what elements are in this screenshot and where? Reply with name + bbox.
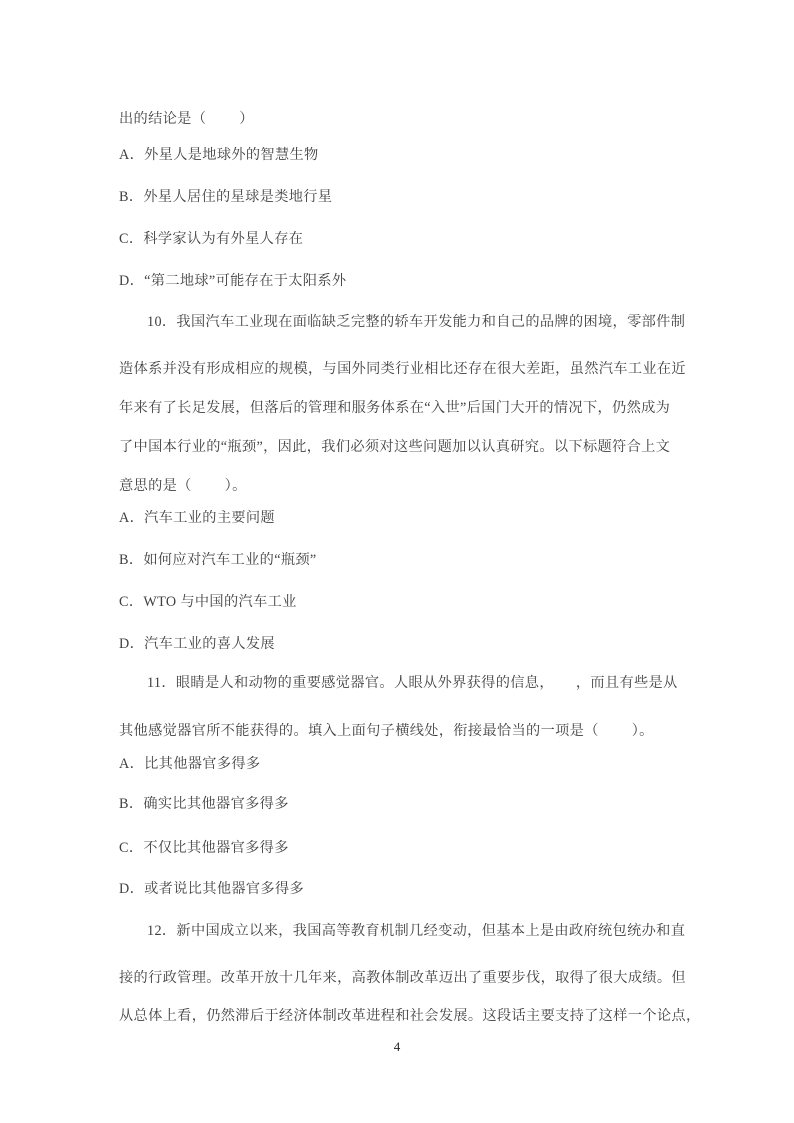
question-12-stem-line-2: 接的行政管理。改革开放十几年来，高教体制改革迈出了重要步伐，取得了很大成绩。但 — [119, 970, 686, 986]
question-10-stem-line-5: 意思的是（ ）。 — [119, 478, 247, 494]
question-9-option-a: A．外星人是地球外的智慧生物 — [119, 147, 319, 163]
question-10-option-c: C．WTO 与中国的汽车工业 — [119, 594, 297, 610]
question-11-option-a: A．比其他器官多得多 — [119, 756, 261, 772]
page-number: 4 — [393, 1039, 401, 1054]
question-12-stem-line-3: 从总体上看，仍然滞后于经济体制改革进程和社会发展。这段话主要支持了这样一个论点， — [119, 1008, 701, 1024]
question-10-stem-line-2: 造体系并没有形成相应的规模，与国外同类行业相比还存在很大差距，虽然汽车工业在近 — [119, 361, 686, 377]
question-10-stem-line-4: 了中国本行业的“瓶颈”，因此，我们必须对这些问题加以认真研究。以下标题符合上文 — [119, 439, 671, 455]
question-10-option-d: D．汽车工业的喜人发展 — [119, 636, 275, 652]
question-10-stem-line-3: 年来有了长足发展，但落后的管理和服务体系在“入世”后国门大开的情况下，仍然成为 — [119, 400, 671, 416]
question-9-option-b: B．外星人居住的星球是类地行星 — [119, 189, 333, 205]
question-9-option-d: D．“第二地球”可能存在于太阳系外 — [119, 273, 347, 289]
question-11-stem-line-2: 其他感觉器官所不能获得的。填入上面句子横线处，衔接最恰当的一项是（ ）。 — [119, 723, 654, 739]
question-10-option-b: B．如何应对汽车工业的“瓶颈” — [119, 552, 317, 568]
question-12-stem-line-1: 12．新中国成立以来，我国高等教育机制几经变动，但基本上是由政府统包统办和直 — [147, 923, 686, 939]
question-9-option-c: C．科学家认为有外星人存在 — [119, 231, 304, 247]
question-11-option-d: D．或者说比其他器官多得多 — [119, 881, 305, 897]
question-11-stem-line-1: 11．眼睛是人和动物的重要感觉器官。人眼从外界获得的信息， ，而且有些是从 — [147, 675, 678, 691]
question-10-stem-line-1: 10．我国汽车工业现在面临缺乏完整的轿车开发能力和自己的品牌的困境，零部件制 — [147, 314, 686, 330]
question-10-option-a: A．汽车工业的主要问题 — [119, 510, 275, 526]
question-11-option-b: B．确实比其他器官多得多 — [119, 796, 289, 812]
question-9-stem-line-1: 出的结论是（ ） — [119, 111, 254, 127]
question-11-option-c: C．不仅比其他器官多得多 — [119, 840, 289, 856]
